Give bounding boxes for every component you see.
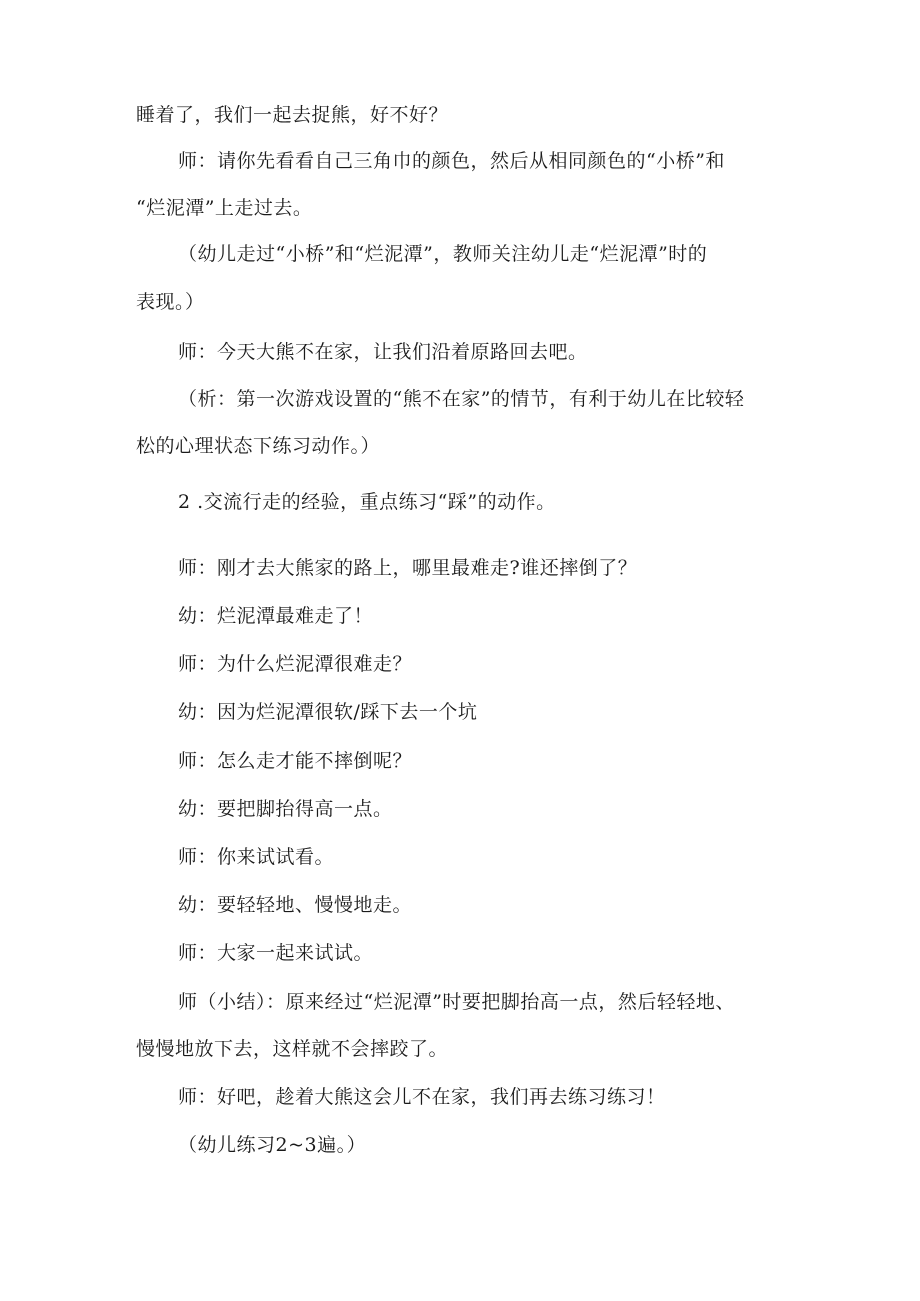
- text-line: 师：你来试试看。: [178, 846, 335, 868]
- text-line: 睡着了，我们一起去捉熊，好不好？: [136, 104, 449, 126]
- text-line: 师：大家一起来试试。: [178, 942, 374, 964]
- text-line: 幼：因为烂泥潭很软/踩下去一个坑: [178, 701, 478, 723]
- text-line: 师：刚才去大熊家的路上，哪里最难走?谁还摔倒了？: [178, 557, 638, 579]
- text-line: 松的心理状态下练习动作。）: [136, 435, 381, 457]
- text-line: 幼：要轻轻地、慢慢地走。: [178, 894, 413, 916]
- section-heading: 2 .交流行走的经验，重点练习“踩”的动作。: [178, 491, 556, 513]
- text-line: 慢慢地放下去，这样就不会摔跤了。: [136, 1038, 449, 1060]
- text-line: 师（小结）：原来经过“烂泥潭”时要把脚抬高一点，然后轻轻地、: [178, 991, 735, 1013]
- text-line: （幼儿走过“小桥”和“烂泥潭”，教师关注幼儿走“烂泥潭”时的: [178, 243, 708, 265]
- text-line: （幼儿练习2~3遍。）: [178, 1134, 367, 1156]
- text-line: 师：请你先看看自己三角巾的颜色，然后从相同颜色的“小桥”和: [178, 150, 725, 172]
- text-line: 师：怎么走才能不摔倒呢？: [178, 750, 413, 772]
- text-line: 师：为什么烂泥潭很难走？: [178, 653, 413, 675]
- text-line: “烂泥潭”上走过去。: [136, 197, 313, 219]
- text-line: 师：好吧，趁着大熊这会儿不在家，我们再去练习练习！: [178, 1086, 666, 1108]
- text-line: 表现。）: [136, 291, 205, 313]
- text-line: （析：第一次游戏设置的“熊不在家”的情节，有利于幼儿在比较轻: [178, 388, 745, 410]
- text-line: 师：今天大熊不在家，让我们沿着原路回去吧。: [178, 341, 588, 363]
- text-line: 幼：要把脚抬得高一点。: [178, 798, 393, 820]
- text-line: 幼：烂泥潭最难走了！: [178, 605, 374, 627]
